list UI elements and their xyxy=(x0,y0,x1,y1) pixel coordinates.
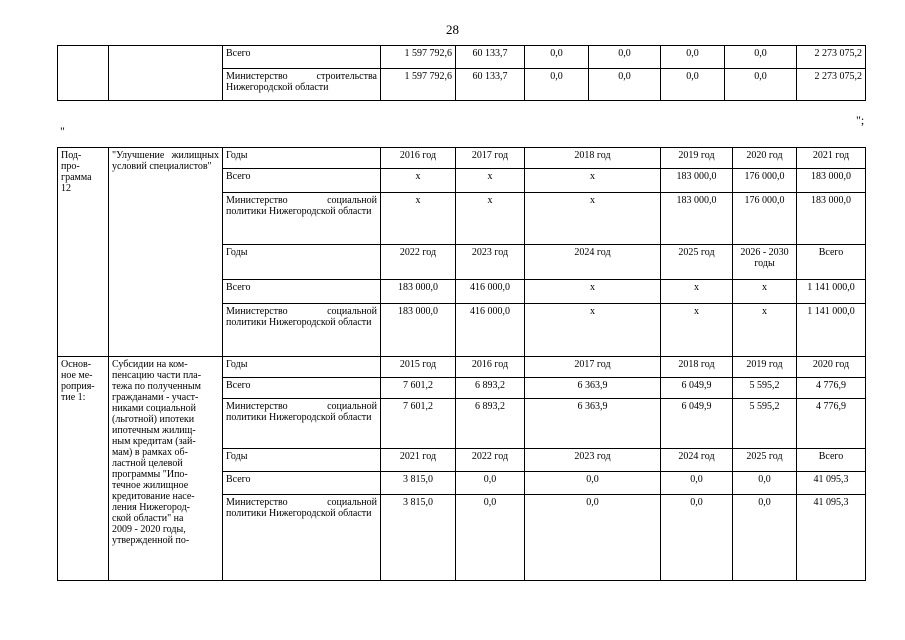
value-cell: х xyxy=(525,193,661,245)
value-cell: х xyxy=(381,193,456,245)
value-cell: 0,0 xyxy=(456,495,525,581)
row-label: Всего xyxy=(223,46,381,69)
value-cell: 0,0 xyxy=(525,495,661,581)
row-label: Министерство социальной политики Нижегородской области xyxy=(223,399,381,449)
value-cell: 416 000,0 xyxy=(456,280,525,304)
years-label: Годы xyxy=(223,357,381,378)
value-cell: х xyxy=(456,193,525,245)
value-cell: 6 893,2 xyxy=(456,378,525,399)
subprogram-code: Под- про- грамма 12 xyxy=(58,148,109,357)
year-header: 2022 год xyxy=(381,245,456,280)
value-cell: х xyxy=(733,304,797,357)
row-label: Министерство строительства Нижегородской области xyxy=(223,69,381,101)
value-cell: 183 000,0 xyxy=(661,169,733,193)
year-header: 2022 год xyxy=(456,449,525,472)
value-cell: 60 133,7 xyxy=(456,69,525,101)
value-cell: 5 595,2 xyxy=(733,399,797,449)
year-header: 2020 год xyxy=(797,357,866,378)
value-cell: х xyxy=(525,304,661,357)
value-cell: 2 273 075,2 xyxy=(797,69,866,101)
value-cell: 0,0 xyxy=(661,69,725,101)
value-cell: х xyxy=(661,280,733,304)
year-header: 2023 год xyxy=(525,449,661,472)
year-header: 2020 год xyxy=(733,148,797,169)
value-cell: 1 597 792,6 xyxy=(381,69,456,101)
value-cell: х xyxy=(661,304,733,357)
value-cell: 6 363,9 xyxy=(525,378,661,399)
value-cell: 41 095,3 xyxy=(797,495,866,581)
year-header: 2026 - 2030 годы xyxy=(733,245,797,280)
value-cell: 1 597 792,6 xyxy=(381,46,456,69)
value-cell: 416 000,0 xyxy=(456,304,525,357)
value-cell: 0,0 xyxy=(661,472,733,495)
years-label: Годы xyxy=(223,148,381,169)
year-header: 2017 год xyxy=(525,357,661,378)
year-header: 2019 год xyxy=(661,148,733,169)
subprogram-name: "Улучшение жилищных условий специалистов" xyxy=(109,148,223,357)
year-header: 2018 год xyxy=(661,357,733,378)
value-cell: 6 893,2 xyxy=(456,399,525,449)
row-label: Министерство социальной политики Нижегородской области xyxy=(223,304,381,357)
year-header: 2023 год xyxy=(456,245,525,280)
year-header: 2016 год xyxy=(456,357,525,378)
value-cell: 0,0 xyxy=(525,69,589,101)
year-header: 2016 год xyxy=(381,148,456,169)
value-cell: 1 141 000,0 xyxy=(797,280,866,304)
year-header: 2021 год xyxy=(381,449,456,472)
value-cell: 2 273 075,2 xyxy=(797,46,866,69)
value-cell: 60 133,7 xyxy=(456,46,525,69)
row-label: Министерство социальной политики Нижегородской области xyxy=(223,495,381,581)
main-activity-name: Субсидии на ком- пенсацию части пла- тежа по полученным гражданами - участ- никами социальной (льготной) ипотеки ипотечным жилищ- ным кредитам (зай- мам) в рамках об- ластной целевой программы "Ипо- течное жилищное кредитование насе- ления Нижегород- ской области" на 2009 - 2020 годы, утвержденной по- xyxy=(109,357,223,581)
year-header: 2024 год xyxy=(525,245,661,280)
value-cell: 7 601,2 xyxy=(381,378,456,399)
value-cell: х xyxy=(381,169,456,193)
year-header: Всего xyxy=(797,245,866,280)
value-cell: 0,0 xyxy=(725,46,797,69)
value-cell: 183 000,0 xyxy=(797,169,866,193)
continuation-table xyxy=(57,45,866,101)
value-cell: 41 095,3 xyxy=(797,472,866,495)
value-cell: х xyxy=(733,280,797,304)
value-cell: 0,0 xyxy=(733,495,797,581)
value-cell: 6 049,9 xyxy=(661,399,733,449)
year-header: 2018 год xyxy=(525,148,661,169)
value-cell: 183 000,0 xyxy=(797,193,866,245)
page-number: 28 xyxy=(446,22,459,37)
program-table xyxy=(57,147,866,581)
empty-cell xyxy=(58,46,109,101)
year-header: 2015 год xyxy=(381,357,456,378)
year-header: 2025 год xyxy=(733,449,797,472)
value-cell: 5 595,2 xyxy=(733,378,797,399)
value-cell: 183 000,0 xyxy=(381,304,456,357)
year-header: 2025 год xyxy=(661,245,733,280)
empty-cell xyxy=(109,46,223,101)
main-activity-code: Основ- ное ме- роприя- тие 1: xyxy=(58,357,109,581)
years-label: Годы xyxy=(223,245,381,280)
value-cell: 0,0 xyxy=(661,46,725,69)
years-label: Годы xyxy=(223,449,381,472)
value-cell: 4 776,9 xyxy=(797,378,866,399)
value-cell: 0,0 xyxy=(725,69,797,101)
row-label: Всего xyxy=(223,472,381,495)
row-label: Всего xyxy=(223,280,381,304)
value-cell: 0,0 xyxy=(589,46,661,69)
value-cell: 183 000,0 xyxy=(381,280,456,304)
year-header: 2024 год xyxy=(661,449,733,472)
value-cell: 1 141 000,0 xyxy=(797,304,866,357)
value-cell: х xyxy=(525,280,661,304)
value-cell: 3 815,0 xyxy=(381,495,456,581)
value-cell: 176 000,0 xyxy=(733,193,797,245)
value-cell: х xyxy=(456,169,525,193)
year-header: 2019 год xyxy=(733,357,797,378)
year-header: Всего xyxy=(797,449,866,472)
row-label: Всего xyxy=(223,169,381,193)
value-cell: 6 049,9 xyxy=(661,378,733,399)
year-header: 2017 год xyxy=(456,148,525,169)
value-cell: 7 601,2 xyxy=(381,399,456,449)
value-cell: 0,0 xyxy=(525,472,661,495)
value-cell: 0,0 xyxy=(456,472,525,495)
year-header: 2021 год xyxy=(797,148,866,169)
row-label: Всего xyxy=(223,378,381,399)
closing-quote-mark: "; xyxy=(856,113,865,127)
opening-quote-mark: " xyxy=(60,124,65,138)
value-cell: 4 776,9 xyxy=(797,399,866,449)
value-cell: 183 000,0 xyxy=(661,193,733,245)
value-cell: 0,0 xyxy=(661,495,733,581)
value-cell: 3 815,0 xyxy=(381,472,456,495)
value-cell: 0,0 xyxy=(733,472,797,495)
value-cell: 176 000,0 xyxy=(733,169,797,193)
value-cell: 0,0 xyxy=(525,46,589,69)
value-cell: х xyxy=(525,169,661,193)
row-label: Министерство социальной политики Нижегородской области xyxy=(223,193,381,245)
value-cell: 0,0 xyxy=(589,69,661,101)
value-cell: 6 363,9 xyxy=(525,399,661,449)
